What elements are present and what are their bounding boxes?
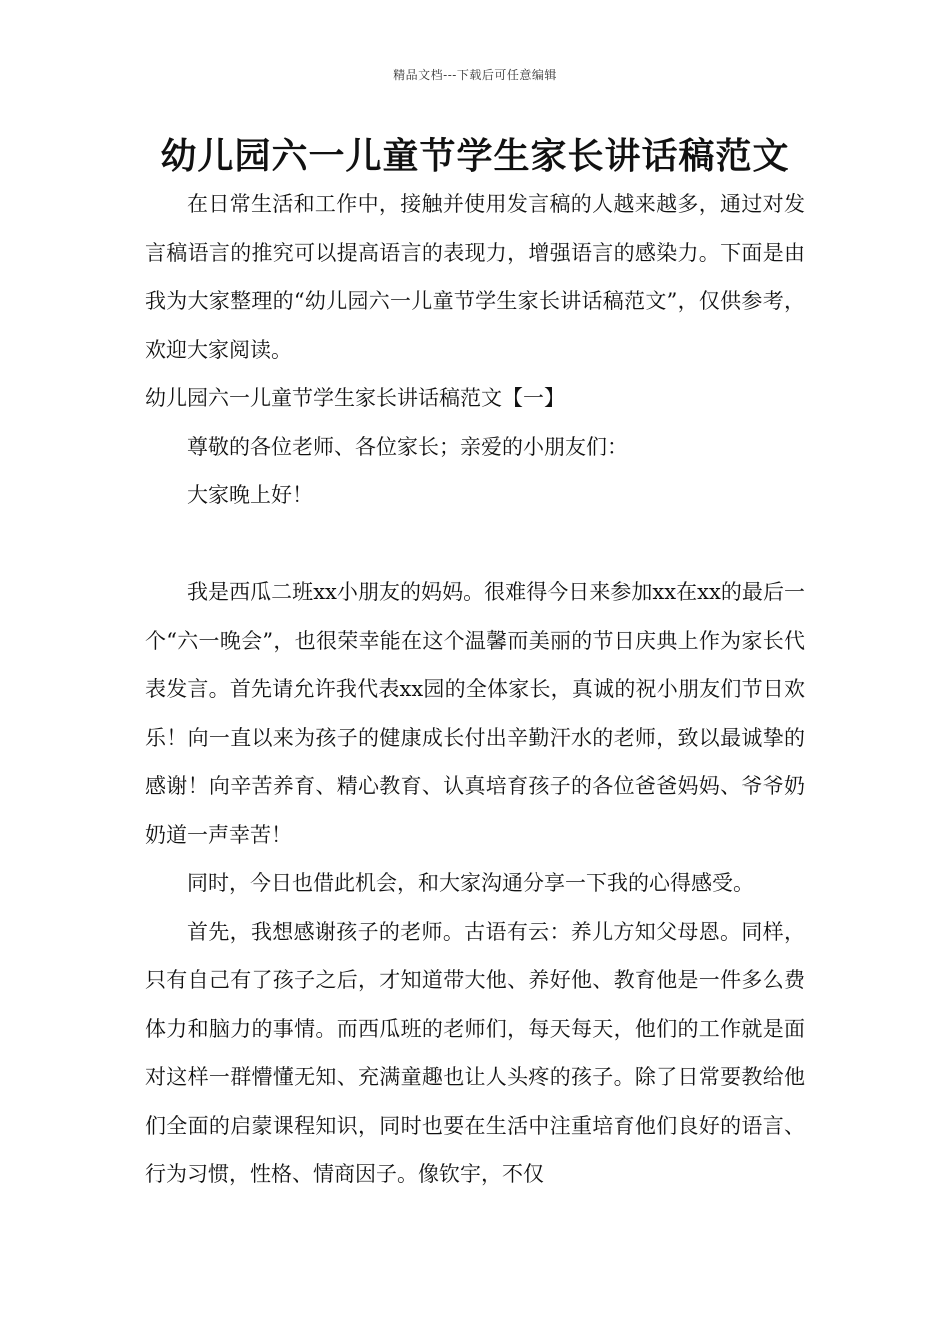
document-title: 幼儿园六一儿童节学生家长讲话稿范文 — [160, 135, 790, 177]
blank-line — [145, 520, 805, 569]
speech-paragraph-3: 首先，我想感谢孩子的老师。古语有云：养儿方知父母恩。同样，只有自己有了孩子之后，才知道带大他、养好他、教育他是一件多么费体力和脑力的事情。而西瓜班的老师们，每天每天，他们的工作就是面对这样一群懵懂无知、充满童趣也让人头疼的孩子。除了日常要教给他们全面的启蒙课程知识，同时也要在生活中注重培育他们良好的语言、行为习惯，性格、情商因子。像钦宇，不仅 — [145, 919, 805, 1186]
intro-paragraph: 在日常生活和工作中，接触并使用发言稿的人越来越多，通过对发言稿语言的推究可以提高语言的表现力，增强语言的感染力。下面是由我为大家整理的“幼儿园六一儿童节学生家长讲话稿范文”，仅供参考，欢迎大家阅读。 — [145, 192, 805, 362]
header-note: 精品文档---下载后可任意编辑 — [393, 68, 557, 82]
speech-paragraph-1: 我是西瓜二班xx小朋友的妈妈。很难得今日来参加xx在xx的最后一个“六一晚会”，也很荣幸能在这个温馨而美丽的节日庆典上作为家长代表发言。首先请允许我代表xx园的全体家长，真诚的祝小朋友们节日欢乐！向一直以来为孩子的健康成长付出辛勤汗水的老师，致以最诚挚的感谢！向辛苦养育、精心教育、认真培育孩子的各位爸爸妈妈、爷爷奶奶道一声幸苦！ — [145, 580, 805, 847]
greeting: 大家晚上好！ — [187, 483, 313, 507]
document-body — [145, 180, 805, 1199]
speech-paragraph-2: 同时，今日也借此机会，和大家沟通分享一下我的心得感受。 — [187, 871, 754, 895]
section-heading: 幼儿园六一儿童节学生家长讲话稿范文【一】 — [145, 386, 565, 410]
salutation: 尊敬的各位老师、各位家长；亲爱的小朋友们： — [187, 434, 628, 459]
